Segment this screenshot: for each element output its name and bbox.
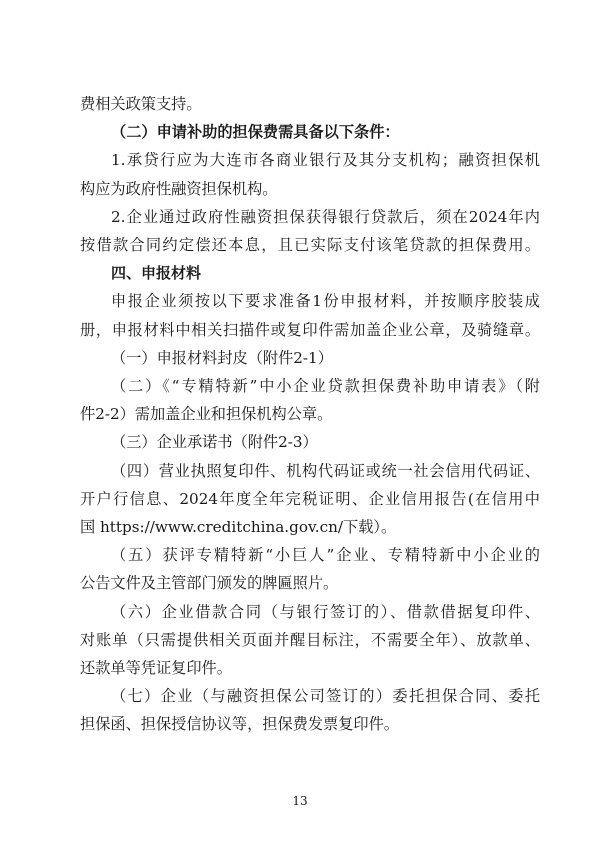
text-line: 册，申报材料中相关扫描件或复印件需加盖企业公章，及骑缝章。 <box>80 320 540 339</box>
text-line: 还款单等凭证复印件。 <box>80 659 232 677</box>
page-number: 13 <box>292 794 308 808</box>
text-line: 开户行信息、2024年度全年完税证明、企业信用报告(在信用中 <box>80 489 540 508</box>
subsection-heading: （二）申请补助的担保费需具备以下条件： <box>111 123 400 142</box>
text-line: 1.承贷行应为大连市各商业银行及其分支机构；融资担保机 <box>111 151 540 170</box>
section-heading: 四、申报材料 <box>111 264 202 283</box>
text-line: 费相关政策支持。 <box>80 95 202 113</box>
text-line: 按借款合同约定偿还本息，且已实际支付该笔贷款的担保费用。 <box>80 236 540 254</box>
text-line: 担保函、担保授信协议等，担保费发票复印件。 <box>80 715 399 734</box>
text-line: 2.企业通过政府性融资担保获得银行贷款后，须在2024年内 <box>111 207 540 226</box>
text-line: （五）获评专精特新“小巨人”企业、专精特新中小企业的 <box>111 546 540 565</box>
text-line: 公告文件及主管部门颁发的牌匾照片。 <box>80 574 339 593</box>
text-line: 对账单（只需提供相关页面并醒目标注，不需要全年）、放款单、 <box>80 630 540 649</box>
text-line: （六）企业借款合同（与银行签订的）、借款借据复印件、 <box>111 602 540 621</box>
text-line: （二）《“专精特新”中小企业贷款担保费补助申请表》（附 <box>111 377 540 395</box>
text-line: 国 https://www.creditchina.gov.cn/下载）。 <box>80 518 397 536</box>
text-line: （七）企业（与融资担保公司签订的）委托担保合同、委托 <box>111 687 540 706</box>
text-line: （一）申报材料封皮（附件2-1） <box>111 348 333 367</box>
text-line: 件2-2）需加盖企业和担保机构公章。 <box>80 405 333 424</box>
text-line: （四）营业执照复印件、机构代码证或统一社会信用代码证、 <box>111 461 540 480</box>
text-line: （三）企业承诺书（附件2-3） <box>111 433 318 452</box>
text-line: 构应为政府性融资担保机构。 <box>80 179 278 198</box>
text-line: 申报企业须按以下要求准备1份申报材料，并按顺序胶装成 <box>111 292 540 311</box>
